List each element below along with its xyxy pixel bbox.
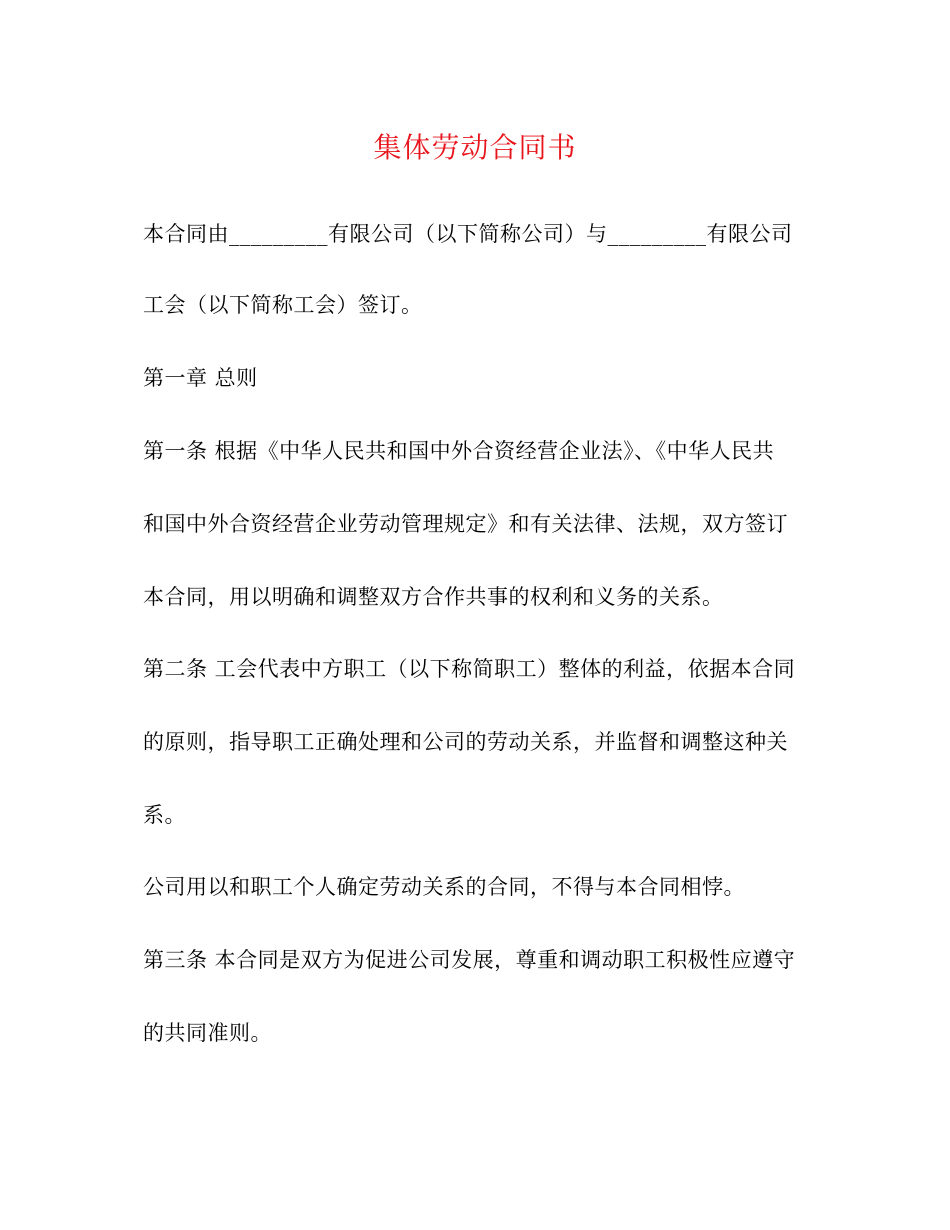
text-line: 本合同由_________有限公司（以下简称公司）与_________有限公司	[143, 222, 793, 246]
text-line: 和国中外合资经营企业劳动管理规定》和有关法律、法规，双方签订	[143, 512, 788, 536]
text-line: 系。	[143, 803, 186, 827]
text-line: 工会（以下简称工会）签订。	[143, 293, 423, 317]
text-line: 的原则，指导职工正确处理和公司的劳动关系，并监督和调整这种关	[143, 730, 788, 754]
text-line: 第二条 工会代表中方职工（以下称简职工）整体的利益，依据本合同	[143, 657, 796, 681]
chapter-heading: 第一章 总则	[143, 366, 258, 390]
text-line: 本合同，用以明确和调整双方合作共事的权利和义务的关系。	[143, 585, 724, 609]
text-line: 第三条 本合同是双方为促进公司发展，尊重和调动职工积极性应遵守	[143, 948, 796, 972]
text-line: 的共同准则。	[143, 1021, 272, 1045]
text-line: 第一条 根据《中华人民共和国中外合资经营企业法》、《中华人民共	[143, 439, 775, 463]
document-title: 集体劳动合同书	[373, 131, 577, 164]
text-line: 公司用以和职工个人确定劳动关系的合同，不得与本合同相悖。	[143, 875, 745, 899]
